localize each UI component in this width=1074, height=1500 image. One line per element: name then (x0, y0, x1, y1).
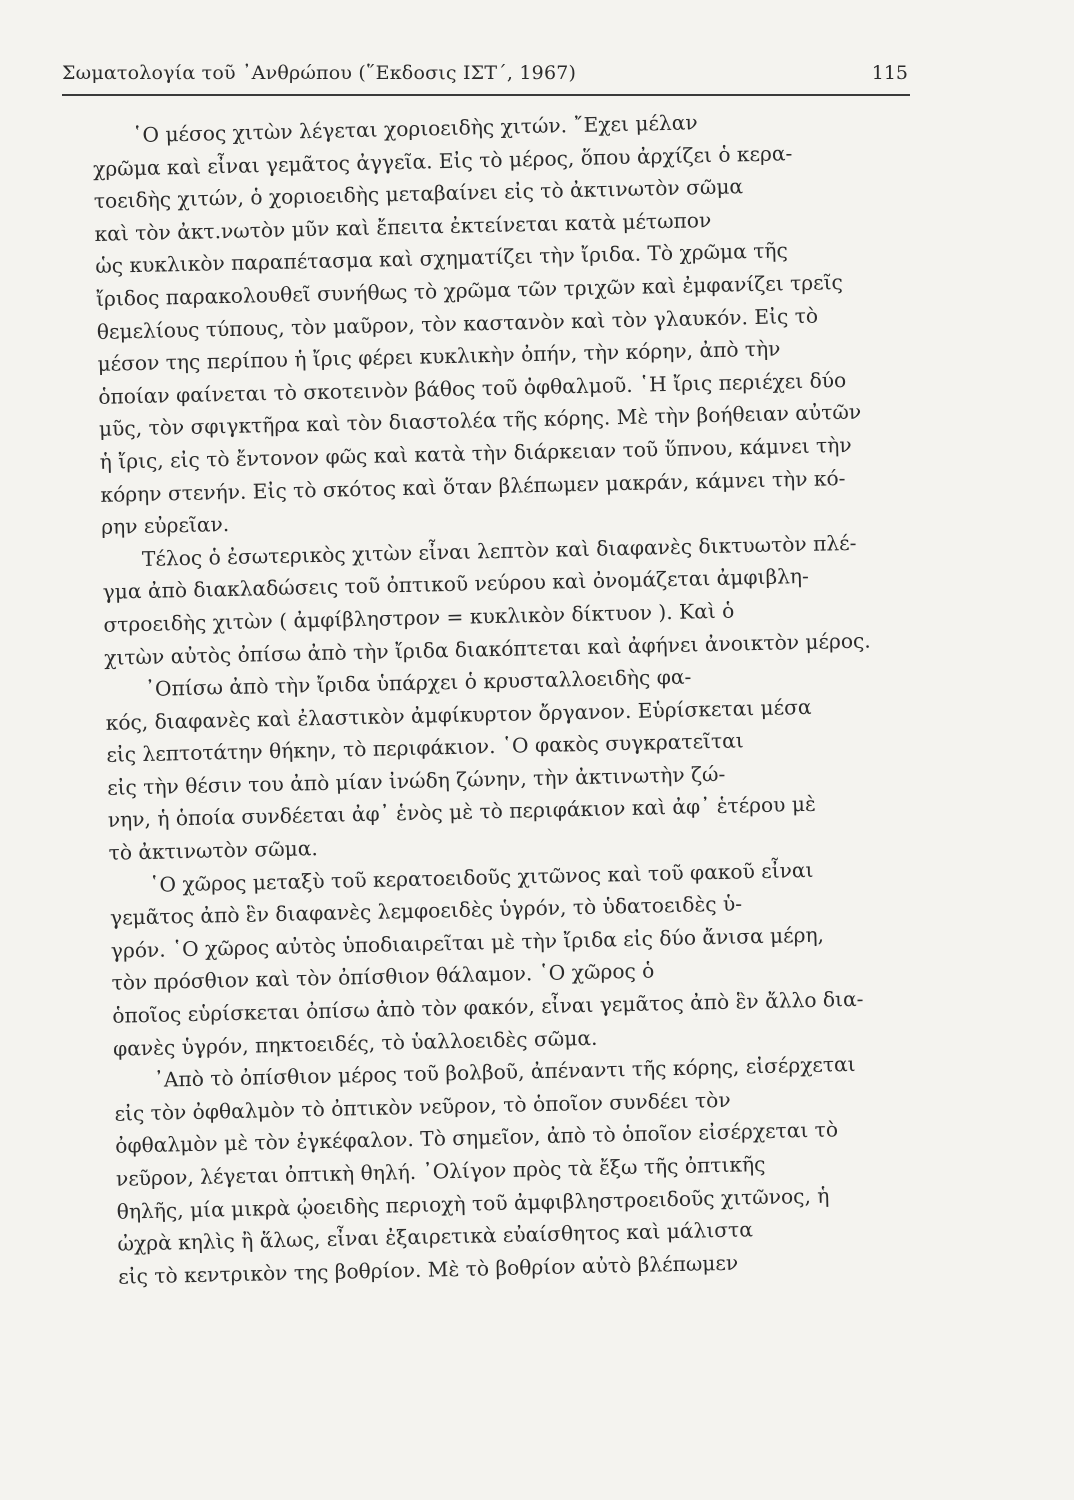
text-line: χιτὼν αὐτὸς ὀπίσω ἀπὸ τὴν ἴριδα διακόπτεται καὶ ἀφήνει ἀνοικτὸν μέρος. (103, 627, 871, 670)
text-line: Τέλος ὁ ἐσωτερικὸς χιτὼν εἶναι λεπτὸν καὶ διαφανὲς δικτυωτὸν πλέ- (141, 530, 857, 571)
text-line: εἰς τὸ κεντρικὸν της βοθρίον. Μὲ τὸ βοθρίον αὐτὸ βλέπωμεν (117, 1250, 739, 1289)
text-line: ᾿Απὸ τὸ ὀπίσθιον μέρος τοῦ βολβοῦ, ἀπέναντι τῆς κόρης, εἰσέρχεται (153, 1052, 856, 1093)
text-line: ἴριδος παρακολουθεῖ συνήθως τὸ χρῶμα τῶν τριχῶν καὶ ἐμφανίζει τρεῖς (95, 269, 844, 311)
text-line: ὁποίαν φαίνεται τὸ σκοτεινὸν βάθος τοῦ ὀφθαλμοῦ. ῾Η ἴρις περιέχει δύο (98, 367, 847, 409)
text-line: θεμελίους τύπους, τὸν μαῦρον, τὸν καστανὸν καὶ τὸν γλαυκόν. Εἰς τὸ (96, 303, 819, 344)
text-line: εἰς τὸν ὀφθαλμὸν τὸ ὀπτικὸν νεῦρον, τὸ ὁποῖον συνδέει τὸν (114, 1087, 731, 1126)
text-line: ὀφθαλμὸν μὲ τὸν ἐγκέφαλον. Τὸ σημεῖον, ἀπὸ τὸ ὁποῖον εἰσέρχεται τὸ (115, 1117, 839, 1159)
text-line: μῦς, τὸν σφιγκτῆρα καὶ τὸν διαστολέα τῆς κόρης. Μὲ τὴν βοήθειαν αὐτῶν (98, 399, 862, 442)
text-line: γρόν. ῾Ο χῶρος αὐτὸς ὑποδιαιρεῖται μὲ τὴν ἴριδα εἰς δύο ἄνισα μέρη, (110, 922, 825, 963)
text-line: ρην εὐρεῖαν. (100, 512, 230, 540)
text-line: τοειδὴς χιτών, ὁ χοριοειδὴς μεταβαίνει εἰς τὸ ἀκτινωτὸν σῶμα (93, 174, 744, 214)
running-title: Σωματολογία τοῦ ᾿Ανθρώπου (῞Εκδοσις ΙΣΤ΄, 1967) (62, 62, 577, 84)
text-line: τὸν πρόσθιον καὶ τὸν ὀπίσθιον θάλαμον. ῾Ο χῶρος ὁ (111, 958, 655, 996)
text-line: ὡς κυκλικὸν παραπέτασμα καὶ σχηματίζει τὴν ἴριδα. Τὸ χρῶμα τῆς (95, 238, 789, 279)
text-line: στροειδὴς χιτὼν ( ἀμφίβληστρον = κυκλικὸν δίκτυον ). Καὶ ὁ (103, 598, 735, 637)
text-line: μέσον της περίπου ἡ ἴρις φέρει κυκλικὴν ὀπήν, τὴν κόρην, ἀπὸ τὴν (97, 336, 781, 377)
text-line: γεμᾶτος ἀπὸ ἓν διαφανὲς λεμφοειδὲς ὑγρόν, τὸ ὑδατοειδὲς ὑ- (109, 891, 743, 931)
text-line: ὁποῖος εὑρίσκεται ὀπίσω ἀπὸ τὸν φακόν, εἶναι γεμᾶτος ἀπὸ ἓν ἄλλο δια- (112, 986, 864, 1028)
text-line: ὠχρὰ κηλὶς ἢ ἅλως, εἶναι ἐξαιρετικὰ εὐαίσθητος καὶ μάλιστα (117, 1217, 754, 1256)
text-line: εἰς τὴν θέσιν του ἀπὸ μίαν ἰνώδη ζώνην, τὴν ἀκτινωτὴν ζώ- (106, 761, 726, 800)
text-line: θηλῆς, μία μικρὰ ᾠοειδὴς περιοχὴ τοῦ ἀμφιβληστροειδοῦς χιτῶνος, ἡ (116, 1183, 830, 1224)
text-line: τὸ ἀκτινωτὸν σῶμα. (108, 836, 319, 865)
running-header (62, 60, 910, 96)
body-text (92, 100, 978, 1293)
text-line: νεῦρον, λέγεται ὀπτικὴ θηλή. ᾿Ολίγον πρὸς τὰ ἔξω τῆς ὀπτικῆς (115, 1151, 766, 1191)
text-line: ῾Ο χῶρος μεταξὺ τοῦ κερατοειδοῦς χιτῶνος καὶ τοῦ φακοῦ εἶναι (149, 857, 814, 897)
text-line: εἰς λεπτοτάτην θήκην, τὸ περιφάκιον. ῾Ο φακὸς συγκρατεῖται (106, 728, 744, 768)
text-line: ᾿Οπίσω ἀπὸ τὴν ἴριδα ὑπάρχει ὁ κρυσταλλοειδὴς φα- (144, 664, 692, 702)
text-line: νην, ἡ ὁποία συνδέεται ἀφ᾿ ἑνὸς μὲ τὸ περιφάκιον καὶ ἀφ᾿ ἑτέρου μὲ (107, 792, 817, 833)
text-line: χρῶμα καὶ εἶναι γεμᾶτος ἀγγεῖα. Εἰς τὸ μέρος, ὅπου ἀρχίζει ὁ κερα- (92, 140, 793, 181)
page-number: 115 (871, 62, 908, 84)
text-line: κός, διαφανὲς καὶ ἐλαστικὸν ἀμφίκυρτον ὄργανον. Εὑρίσκεται μέσα (105, 694, 812, 735)
text-line: καὶ τὸν ἀκτ.νωτὸν μῦν καὶ ἔπειτα ἐκτείνεται κατὰ μέτωπον (94, 207, 712, 246)
text-line: ἡ ἴρις, εἰς τὸ ἔντονον φῶς καὶ κατὰ τὴν διάρκειαν τοῦ ὕπνου, κάμνει τὴν (99, 432, 852, 474)
text-line: γμα ἀπὸ διακλαδώσεις τοῦ ὀπτικοῦ νεύρου καὶ ὀνομάζεται ἀμφιβλη- (102, 564, 810, 605)
text-line: ῾Ο μέσος χιτὼν λέγεται χοριοειδὴς χιτών. ῎Εχει μέλαν (132, 110, 698, 148)
text-line: φανὲς ὑγρόν, πηκτοειδές, τὸ ὑαλλοειδὲς σῶμα. (112, 1025, 598, 1061)
text-line: κόρην στενήν. Εἰς τὸ σκότος καὶ ὅταν βλέπωμεν μακράν, κάμνει τὴν κό- (100, 465, 846, 507)
